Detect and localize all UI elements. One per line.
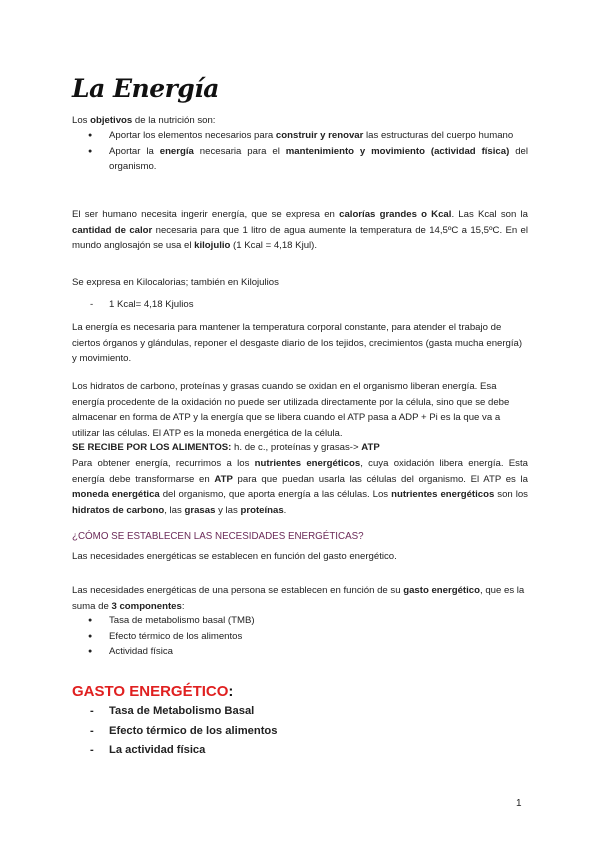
list-item: - La actividad física	[72, 741, 528, 761]
kcal-paragraph: El ser humano necesita ingerir energía, que se expresa en calorías grandes o Kcal. Las Kcal son la cantidad de calor necesaria para que 1 litro de agua aumente la temperatura de 14,5ºC a 15,5ºC. En el mundo anglosajón se usa el kilojulio (1 Kcal = 4,18 Kjul).	[72, 209, 528, 252]
page-title: La Energía	[72, 74, 219, 103]
list-item: ● Actividad física	[72, 644, 528, 660]
gasto-list	[72, 702, 528, 761]
intro-paragraph	[72, 113, 528, 129]
units-paragraph: Se expresa en Kilocalorias; también en Kilojulios	[72, 277, 279, 288]
intro-text-end: de la nutrición son:	[132, 115, 216, 126]
list-item: ● Efecto térmico de los alimentos	[72, 629, 528, 645]
list-item: ● Aportar la energía necesaria para el mantenimiento y movimiento (actividad física) del organismo.	[72, 144, 528, 175]
intro-text: Los	[72, 115, 91, 126]
nutrients-paragraph: Para obtener energía, recurrimos a los nutrientes energéticos, cuya oxidación libera energía. Esta energía debe transformarse en ATP para que puedan usarla las células del organismo. El ATP es la moneda energética del organismo, que aporta energía a las células. Los nutrientes energéticos son los hidratos de carbono, las grasas y las proteínas.	[72, 458, 528, 516]
objectives-list	[72, 128, 528, 175]
list-item: ● Aportar los elementos necesarios para construir y renovar las estructuras del cuerpo humano	[72, 128, 528, 144]
page-number: 1	[516, 798, 522, 809]
section-question: ¿CÓMO SE ESTABLECEN LAS NECESIDADES ENERGÉTICAS?	[72, 531, 364, 542]
gasto-heading: GASTO ENERGÉTICO:	[72, 683, 234, 700]
components-intro: Las necesidades energéticas de una persona se establecen en función de su gasto energético, que es la suma de 3 componentes:	[72, 585, 525, 612]
list-item: ● Tasa de metabolismo basal (TMB)	[72, 613, 528, 629]
intro-bold: objetivos	[90, 115, 133, 126]
components-list	[72, 613, 528, 660]
list-item: - Efecto térmico de los alimentos	[72, 722, 528, 742]
atp-paragraph: Los hidratos de carbono, proteínas y grasas cuando se oxidan en el organismo liberan energía. Esa energía procedente de la oxidación no puede ser utilizada directamente por la célula, sino que se debe almacenar en forma de ATP y la energía que se libera cuando el ATP pasa a ADP + Pi es la que va a utilizar las células. El ATP es la moneda energética de la célula.	[72, 381, 510, 439]
units-list	[72, 297, 528, 313]
list-item: - Tasa de Metabolismo Basal	[72, 702, 528, 722]
list-item: - 1 Kcal= 4,18 Kjulios	[72, 297, 528, 313]
sources-line: SE RECIBE POR LOS ALIMENTOS: h. de c., proteínas y grasas-> ATP	[72, 442, 380, 453]
energy-use-paragraph: La energía es necesaria para mantener la temperatura corporal constante, para atender el trabajo de ciertos órganos y glándulas, reponer el desgaste diario de los tejidos, crecimientos (gasta mucha energía) y movimiento.	[72, 322, 523, 365]
needs-paragraph: Las necesidades energéticas se establecen en función del gasto energético.	[72, 551, 397, 562]
